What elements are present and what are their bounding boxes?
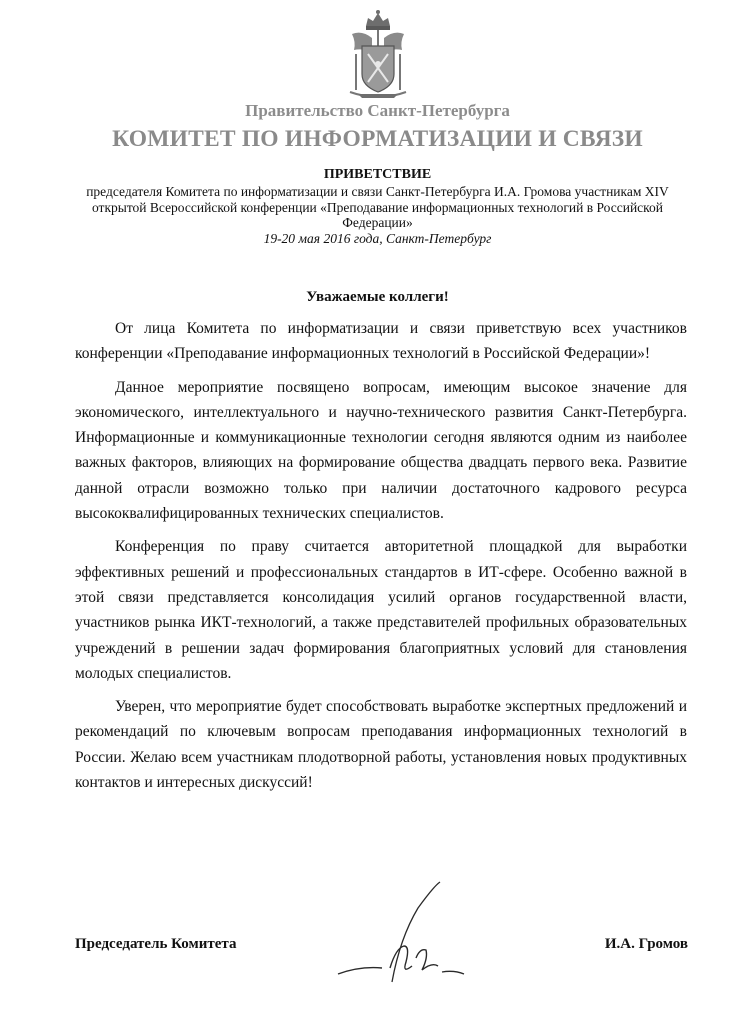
paragraph: От лица Комитета по информатизации и связи приветствую всех участников конференции «Преподавание информационных технологий в Российской Федерации»! [75,320,687,363]
paragraph: Уверен, что мероприятие будет способствовать выработке экспертных предложений и рекомендаций по ключевым вопросам преподавания информационных технологий в России. Желаю всем участникам плодотворной работы, установления новых продуктивных контактов и интересных дискуссий! [75,698,687,792]
signatory-name: И.А. Громов [604,936,688,952]
date-place: 19-20 мая 2016 года, Санкт-Петербург [263,230,492,246]
coat-of-arms-icon [338,8,418,100]
paragraph: Данное мероприятие посвящено вопросам, имеющим высокое значение для экономического, интеллектуального и научно-технического развития Санкт-Петербурга. Информационные и коммуникационные технологии сегодня являются одним из наиболее важных факторов, влияющих на формирование общества двадцать первого века. Развитие данной отрасли возможно только при наличии достаточного кадрового ресурса высококвалифицированных технических специалистов. [75,378,687,523]
paragraph: Конференция по праву считается авторитетной площадкой для выработки эффективных решений и профессиональных стандартов в ИТ-сфере. Особенно важной в этой связи представляется консолидация усилий органов государственной власти, участников рынка ИКТ-технологий, а также представителей профильных образовательных учреждений в решении задач формирования благоприятных условий для становления молодых специалистов. [75,538,687,682]
committee-name: КОМИТЕТ ПО ИНФОРМАТИЗАЦИИ И СВЯЗИ [112,126,643,152]
greeting-subtitle [80,184,675,246]
greeting-title: ПРИВЕТСТВИЕ [323,167,432,182]
handwritten-signature [330,878,490,988]
government-name: Правительство Санкт-Петербурга [245,101,510,120]
signatory-role: Председатель Комитета [75,936,237,952]
greeting-subtitle-text: председателя Комитета по информатизации и связи Санкт-Петербурга И.А. Громова участникам XIV открытой Всероссийской конференции «Преподавание информационных технологий в Российской Федерации» [86,184,669,230]
letter-body [75,316,687,803]
salutation: Уважаемые коллеги! [306,289,449,305]
